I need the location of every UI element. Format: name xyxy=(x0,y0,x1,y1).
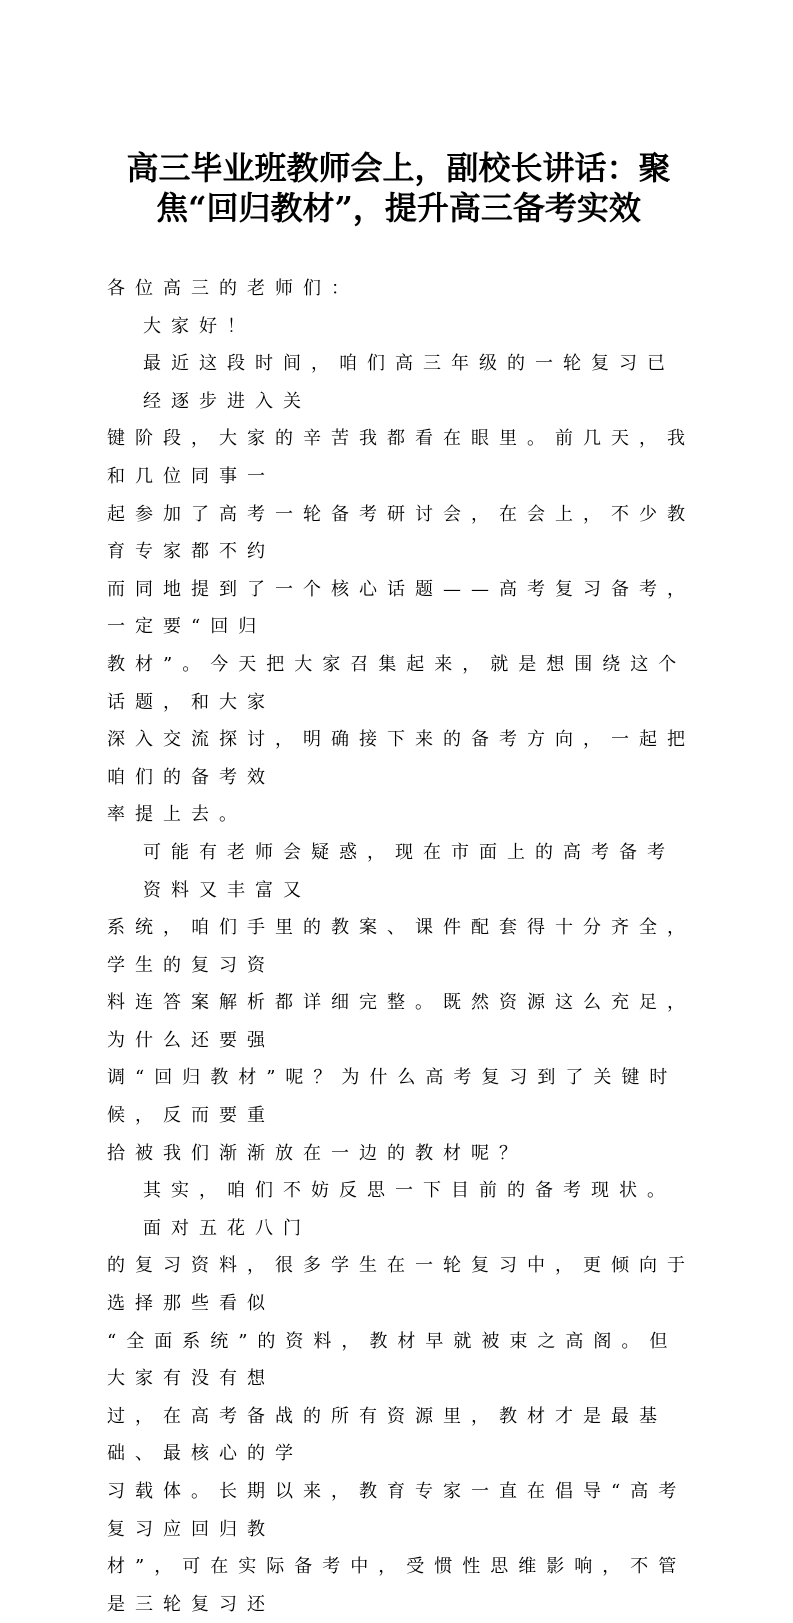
document-body xyxy=(107,270,697,1623)
paragraph-line: 的复习资料，很多学生在一轮复习中，更倾向于选择那些看似 xyxy=(107,1255,695,1315)
paragraph-line: 拾被我们渐渐放在一边的教材呢？ xyxy=(107,1142,527,1164)
paragraph-line: 而同地提到了一个核心话题——高考复习备考，一定要“回归 xyxy=(107,578,695,638)
paragraph-line: 材”，可在实际备考中，受惯性思维影响，不管是三轮复习还 xyxy=(107,1556,687,1615)
paragraph-line: 料连答案解析都详细完整。既然资源这么充足，为什么还要强 xyxy=(107,992,695,1051)
title-line: 焦“回归教材”，提升高三备考实效 xyxy=(156,189,641,227)
paragraph-line: 其实，咱们不妨反思一下目前的备考现状。面对五花八门 xyxy=(143,1180,675,1239)
paragraph-line: 深入交流探讨，明确接下来的备考方向，一起把咱们的备考效 xyxy=(107,729,695,788)
paragraph-line: 过，在高考备战的所有资源里，教材才是最基础、最核心的学 xyxy=(107,1405,667,1465)
title-line: 高三毕业班教师会上，副校长讲话：聚 xyxy=(126,149,671,187)
paragraph-line: 调“回归教材”呢？为什么高考复习到了关键时候，反而要重 xyxy=(107,1067,678,1127)
salutation: 各位高三的老师们： xyxy=(107,278,359,299)
paragraph-line: 习载体。长期以来，教育专家一直在倡导“高考复习应回归教 xyxy=(107,1481,687,1540)
paragraph xyxy=(107,834,697,1172)
paragraph-line: 可能有老师会疑惑，现在市面上的高考备考资料又丰富又 xyxy=(143,841,675,901)
paragraph-line: 最近这段时间，咱们高三年级的一轮复习已经逐步进入关 xyxy=(143,353,675,412)
paragraph-line: 起参加了高考一轮备考研讨会，在会上，不少教育专家都不约 xyxy=(107,503,695,563)
paragraph-line: 率提上去。 xyxy=(107,804,247,826)
paragraph-line: 系统，咱们手里的教案、课件配套得十分齐全，学生的复习资 xyxy=(107,917,695,976)
paragraph-line: 大家好！ xyxy=(143,315,255,337)
paragraph xyxy=(107,308,697,346)
document-title xyxy=(95,148,702,228)
paragraph xyxy=(107,345,697,834)
paragraph xyxy=(107,1172,697,1623)
paragraph-line: 教材”。今天把大家召集起来，就是想围绕这个话题，和大家 xyxy=(107,653,687,713)
paragraph-line: 键阶段，大家的辛苦我都看在眼里。前几天，我和几位同事一 xyxy=(107,428,695,487)
paragraph-line: “全面系统”的资料，教材早就被束之高阁。但大家有没有想 xyxy=(107,1330,678,1390)
